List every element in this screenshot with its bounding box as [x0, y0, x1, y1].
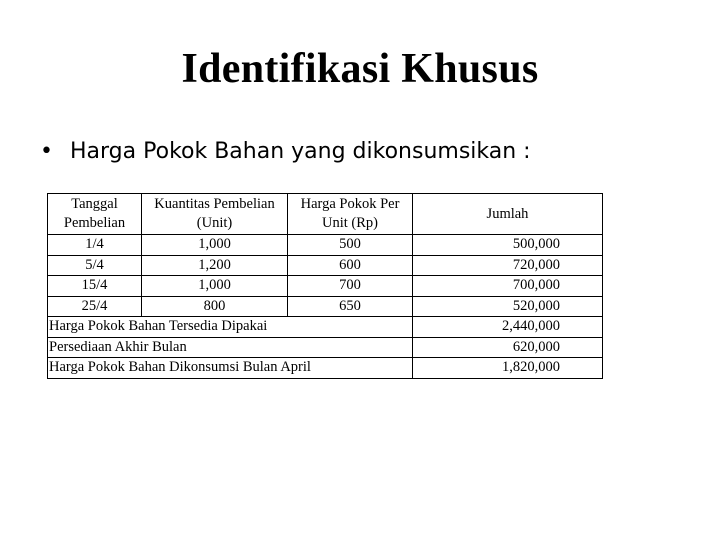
cell-harga: 700 — [288, 276, 413, 297]
summary-label: Persediaan Akhir Bulan — [48, 337, 413, 358]
cell-harga: 600 — [288, 255, 413, 276]
slide-title: Identifikasi Khusus — [181, 46, 539, 92]
consumption-table — [47, 193, 603, 379]
header-harga-line2: Unit (Rp) — [322, 215, 378, 231]
table-row — [48, 276, 603, 297]
header-harga — [288, 194, 413, 235]
cell-unit: 1,000 — [142, 276, 288, 297]
cell-tanggal: 1/4 — [48, 235, 142, 256]
summary-value: 2,440,000 — [413, 317, 603, 338]
summary-row-dikonsumsi — [48, 358, 603, 379]
cell-unit: 800 — [142, 296, 288, 317]
bullet-item — [40, 134, 531, 170]
cell-tanggal: 25/4 — [48, 296, 142, 317]
summary-value: 1,820,000 — [413, 358, 603, 379]
cell-unit: 1,000 — [142, 235, 288, 256]
cell-harga: 650 — [288, 296, 413, 317]
cell-harga: 500 — [288, 235, 413, 256]
cell-jumlah: 720,000 — [413, 255, 603, 276]
cell-tanggal: 5/4 — [48, 255, 142, 276]
bullet-icon: • — [40, 139, 53, 164]
header-tanggal-line2: Pembelian — [63, 215, 126, 231]
header-kuantitas — [142, 194, 288, 235]
header-kuantitas-line1: Kuantitas Pembelian — [154, 196, 275, 212]
cell-jumlah: 520,000 — [413, 296, 603, 317]
summary-value: 620,000 — [413, 337, 603, 358]
table-row — [48, 296, 603, 317]
summary-row-tersedia — [48, 317, 603, 338]
table-row — [48, 235, 603, 256]
header-tanggal-line1: Tanggal — [71, 196, 118, 212]
table-header-row — [48, 194, 603, 235]
summary-row-persediaan — [48, 337, 603, 358]
header-jumlah: Jumlah — [413, 194, 603, 235]
header-tanggal — [48, 194, 142, 235]
cell-unit: 1,200 — [142, 255, 288, 276]
cell-jumlah: 500,000 — [413, 235, 603, 256]
table-row — [48, 255, 603, 276]
header-kuantitas-line2: (Unit) — [196, 215, 233, 231]
cell-jumlah: 700,000 — [413, 276, 603, 297]
summary-label: Harga Pokok Bahan Tersedia Dipakai — [48, 317, 413, 338]
header-harga-line1: Harga Pokok Per — [300, 196, 400, 212]
bullet-text: Harga Pokok Bahan yang dikonsumsikan : — [70, 139, 531, 164]
cell-tanggal: 15/4 — [48, 276, 142, 297]
summary-label: Harga Pokok Bahan Dikonsumsi Bulan April — [48, 358, 413, 379]
